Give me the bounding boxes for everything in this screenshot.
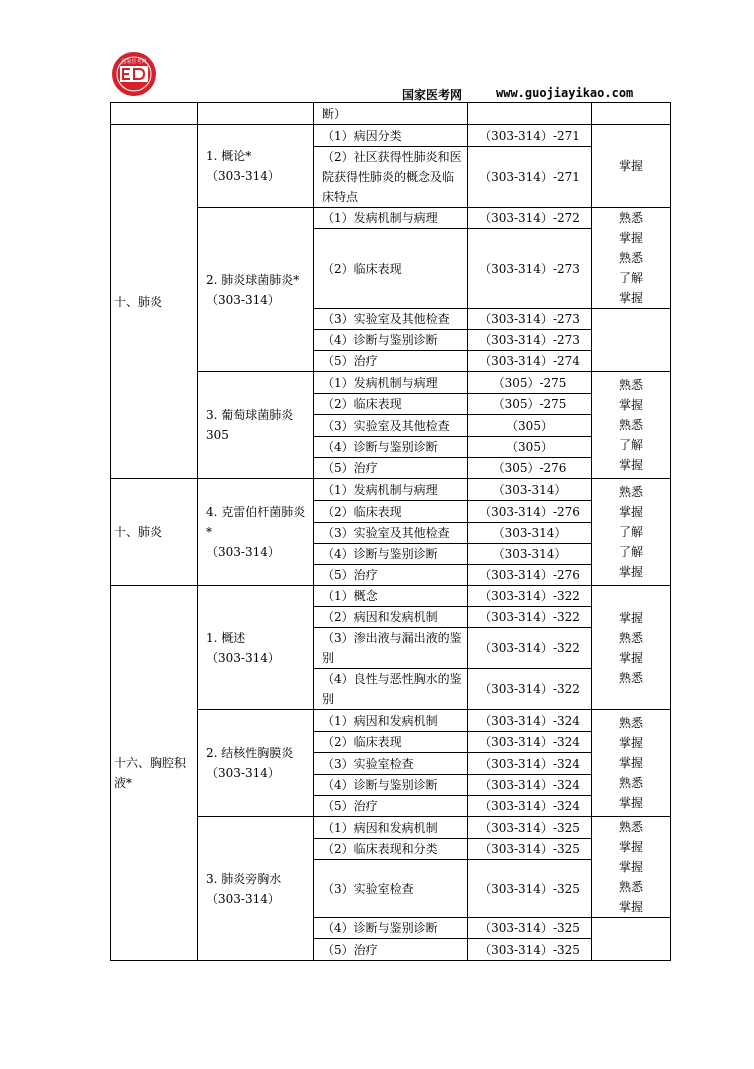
item-cell: （2）临床表现和分类 [314, 839, 468, 860]
level-label: 熟悉 [618, 485, 643, 499]
topic-cell [198, 817, 314, 961]
site-logo [110, 50, 158, 98]
level-label: 了解 [618, 438, 643, 452]
ref-cell: （305）-275 [468, 394, 592, 415]
topic-code: （303-314） [206, 169, 280, 183]
topic-code: （303-314） [206, 766, 280, 780]
item-cell: （1）发病机制与病理 [314, 479, 468, 501]
level-label: 了解 [618, 271, 643, 285]
topic-title: 3. 葡萄球菌肺炎 [206, 408, 294, 422]
logo-text: 国家医考网 [121, 59, 147, 65]
item-cell: （5）治疗 [314, 351, 468, 372]
ref-cell: （303-314）-324 [468, 796, 592, 817]
item-cell: （5）治疗 [314, 565, 468, 586]
topic-code: （303-314） [206, 292, 280, 307]
item-cell: （1）发病机制与病理 [314, 208, 468, 229]
ref-cell: （303-314）-273 [468, 229, 592, 309]
level-label: 掌握 [618, 565, 643, 579]
level-label: 掌握 [618, 900, 643, 914]
topic-cell [198, 586, 314, 710]
level-label: 掌握 [618, 756, 643, 770]
topic-cell [198, 372, 314, 479]
ref-cell: （303-314）-325 [468, 860, 592, 918]
level-label: 熟悉 [618, 820, 643, 834]
level-label: 掌握 [618, 458, 643, 472]
item-cell: （3）渗出液与漏出液的鉴别 [314, 628, 468, 669]
item-cell: （3）实验室检查 [314, 860, 468, 918]
item-cell: （2）临床表现 [314, 229, 468, 309]
item-cell: （2）病因和发病机制 [314, 607, 468, 628]
item-cell: （4）诊断与鉴别诊断 [314, 918, 468, 939]
level-cell [592, 479, 671, 586]
item-cell: （1）概念 [314, 586, 468, 607]
level-cell [592, 918, 671, 961]
ref-cell: （303-314）-273 [468, 309, 592, 330]
ref-cell: （303-314） [468, 479, 592, 501]
item-cell: （3）实验室及其他检查 [314, 523, 468, 544]
level-label: 掌握 [618, 650, 643, 665]
table-cell [198, 103, 314, 125]
site-url[interactable]: www.guojiayikao.com [496, 86, 634, 100]
item-cell: （4）诊断与鉴别诊断 [314, 775, 468, 796]
item-cell: （1）病因和发病机制 [314, 710, 468, 732]
level-label: 掌握 [618, 840, 643, 854]
item-cell: （5）治疗 [314, 939, 468, 961]
ref-cell: （303-314）-271 [468, 147, 592, 208]
ref-cell: （305）-275 [468, 372, 592, 394]
item-cell: （2）临床表现 [314, 501, 468, 523]
table-cell [592, 103, 671, 125]
level-label: 熟悉 [618, 378, 643, 392]
level-label: 掌握 [618, 860, 643, 874]
level-label: 熟悉 [618, 418, 643, 432]
ref-cell: （303-314）-276 [468, 565, 592, 586]
topic-code: （303-314） [206, 650, 280, 665]
chapter-cell: 十六、胸腔积液* [111, 586, 198, 961]
ref-cell: （303-314）-322 [468, 586, 592, 607]
topic-title: 3. 肺炎旁胸水 [206, 871, 282, 886]
item-cell: （4）诊断与鉴别诊断 [314, 544, 468, 565]
level-cell [592, 817, 671, 918]
table-cell [468, 103, 592, 125]
level-label: 掌握 [618, 231, 643, 245]
ref-cell: （303-314）-322 [468, 669, 592, 710]
ref-cell: （303-314） [468, 544, 592, 565]
item-cell: （4）良性与恶性胸水的鉴别 [314, 669, 468, 710]
item-cell: （3）实验室检查 [314, 753, 468, 775]
ref-cell: （303-314）-274 [468, 351, 592, 372]
level-label: 掌握 [618, 736, 643, 750]
ref-cell: （303-314）-324 [468, 732, 592, 753]
level-label: 熟悉 [618, 716, 643, 730]
item-cell: （3）实验室及其他检查 [314, 415, 468, 437]
level-label: 熟悉 [618, 630, 643, 645]
item-cell: （3）实验室及其他检查 [314, 309, 468, 330]
level-label: 掌握 [618, 291, 643, 305]
ref-cell: （303-314）-273 [468, 330, 592, 351]
item-cell: （4）诊断与鉴别诊断 [314, 437, 468, 458]
item-cell: （4）诊断与鉴别诊断 [314, 330, 468, 351]
item-cell: （2）临床表现 [314, 732, 468, 753]
syllabus-table [110, 102, 671, 961]
item-cell: 断） [314, 103, 468, 125]
topic-title: 4. 克雷伯杆菌肺炎* [206, 505, 306, 539]
topic-cell [198, 208, 314, 372]
level-label: 掌握 [618, 610, 643, 625]
item-cell: （1）发病机制与病理 [314, 372, 468, 394]
level-cell [592, 372, 671, 479]
ref-cell: （303-314）-324 [468, 710, 592, 732]
level-label: 熟悉 [618, 670, 643, 685]
chapter-cell: 十、肺炎 [111, 479, 198, 586]
topic-code: 305 [206, 428, 229, 442]
topic-cell [198, 479, 314, 586]
ref-cell: （303-314）-271 [468, 125, 592, 147]
ref-cell: （305） [468, 415, 592, 437]
table-cell [111, 103, 198, 125]
topic-cell [198, 710, 314, 817]
level-label: 熟悉 [618, 776, 643, 790]
ref-cell: （303-314）-325 [468, 918, 592, 939]
item-cell: （5）治疗 [314, 458, 468, 479]
level-label: 掌握 [618, 796, 643, 810]
ref-cell: （303-314）-322 [468, 628, 592, 669]
topic-title: 1. 概论* [206, 149, 252, 163]
topic-code: （303-314） [206, 891, 280, 906]
ref-cell: （303-314）-325 [468, 817, 592, 839]
level-cell [592, 208, 671, 309]
level-cell [592, 710, 671, 817]
ref-cell: （303-314）-325 [468, 839, 592, 860]
topic-cell [198, 125, 314, 208]
item-cell: （2）社区获得性肺炎和医院获得性肺炎的概念及临床特点 [314, 147, 468, 208]
level-label: 熟悉 [618, 211, 643, 225]
ref-cell: （305） [468, 437, 592, 458]
item-cell: （2）临床表现 [314, 394, 468, 415]
level-cell [592, 309, 671, 372]
level-label: 熟悉 [618, 880, 643, 894]
level-label: 掌握 [618, 505, 643, 519]
topic-code: （303-314） [206, 545, 280, 559]
chapter-cell: 十、肺炎 [111, 125, 198, 479]
level-label: 掌握 [618, 398, 643, 412]
level-label: 熟悉 [618, 251, 643, 265]
ref-cell: （303-314）-276 [468, 501, 592, 523]
level-label: 了解 [618, 525, 643, 539]
topic-title: 2. 结核性胸膜炎 [206, 746, 294, 760]
ref-cell: （303-314） [468, 523, 592, 544]
topic-title: 1. 概述 [206, 630, 246, 645]
site-name: 国家医考网 [402, 88, 463, 102]
level-cell [592, 586, 671, 710]
ref-cell: （303-314）-322 [468, 607, 592, 628]
ref-cell: （303-314）-325 [468, 939, 592, 961]
level-cell [592, 125, 671, 208]
ref-cell: （305）-276 [468, 458, 592, 479]
item-cell: （1）病因和发病机制 [314, 817, 468, 839]
topic-title: 2. 肺炎球菌肺炎* [206, 272, 300, 287]
item-cell: （1）病因分类 [314, 125, 468, 147]
ref-cell: （303-314）-324 [468, 753, 592, 775]
ref-cell: （303-314）-324 [468, 775, 592, 796]
level-label: 了解 [618, 545, 643, 559]
level-label: 掌握 [618, 159, 643, 173]
ref-cell: （303-314）-272 [468, 208, 592, 229]
item-cell: （5）治疗 [314, 796, 468, 817]
